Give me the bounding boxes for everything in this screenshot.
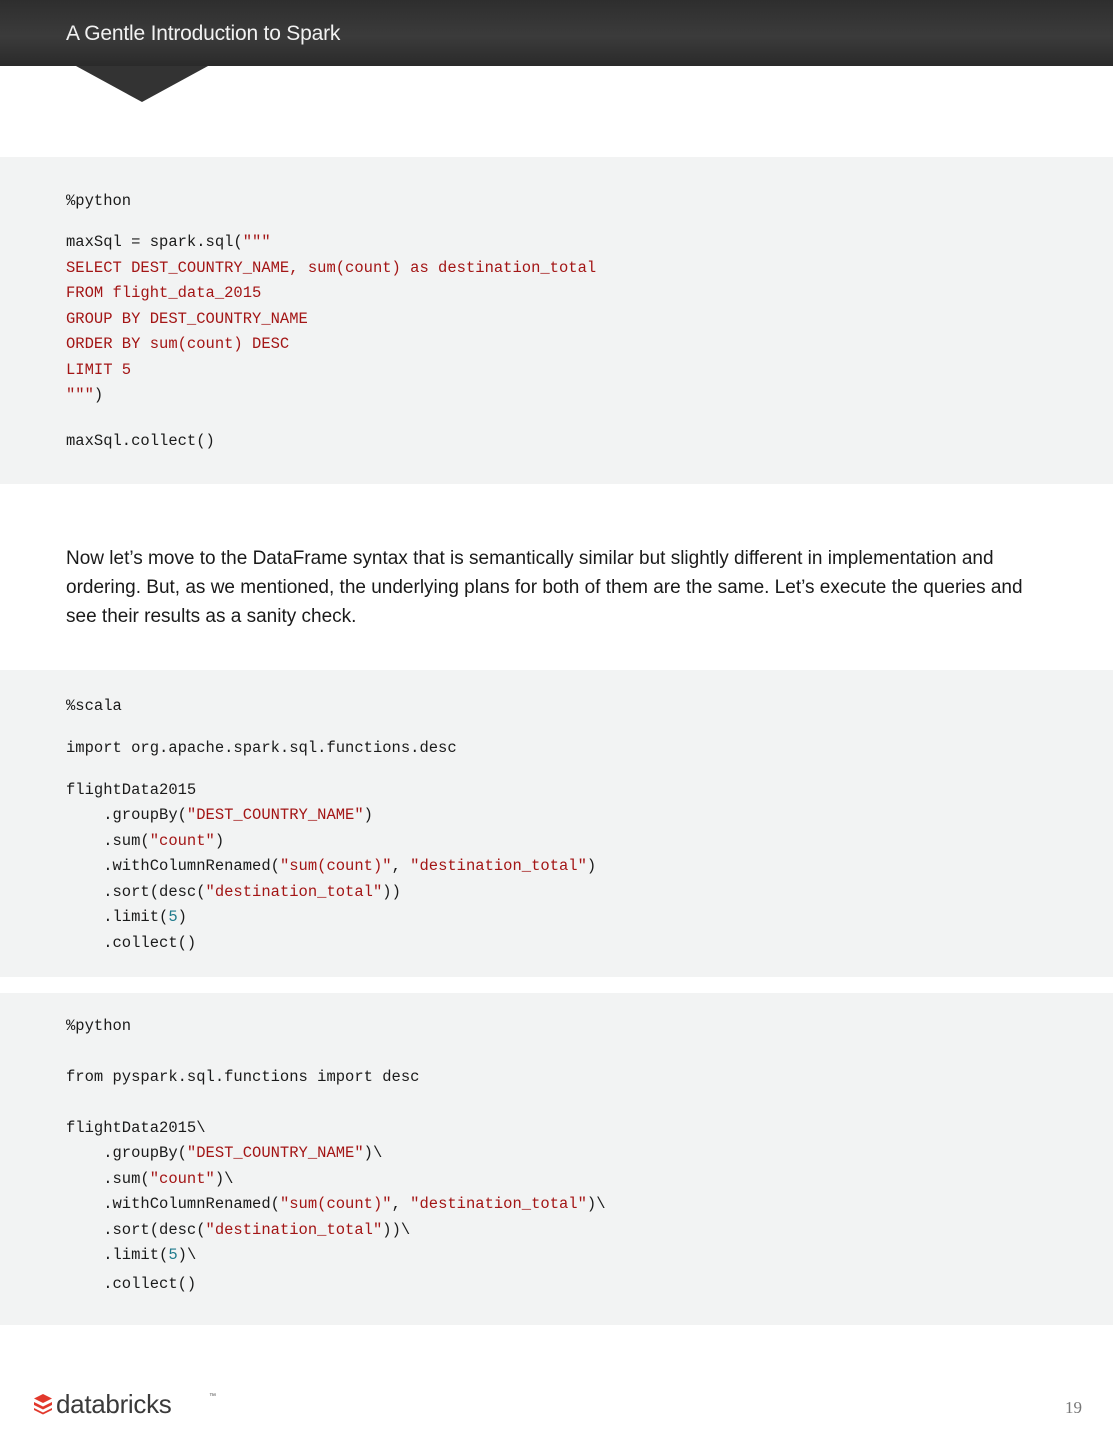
- code-line: .limit(5): [66, 908, 187, 926]
- logo-trademark: ™: [209, 1393, 216, 1400]
- code-line: LIMIT 5: [66, 361, 132, 379]
- code-line: """): [66, 386, 104, 404]
- code-line: FROM flight_data_2015: [66, 284, 262, 302]
- header-title: A Gentle Introduction to Spark: [66, 22, 341, 45]
- logo-wordmark: databricks: [56, 1389, 172, 1419]
- code-line: SELECT DEST_COUNTRY_NAME, sum(count) as destination_total: [66, 259, 597, 277]
- databricks-logo-icon: [33, 1393, 53, 1415]
- code-line: .sum("count"): [66, 832, 225, 850]
- code-line: .collect(): [66, 1275, 197, 1293]
- header-notch: [76, 66, 208, 102]
- code-line: flightData2015\: [66, 1119, 206, 1137]
- code-line: .sum("count")\: [66, 1170, 234, 1188]
- code-line: flightData2015: [66, 781, 197, 799]
- body-paragraph: Now let’s move to the DataFrame syntax that is semantically similar but slightly different in implementation and ordering. But, as we mentioned, the underlying plans for both of them are the same. Let’s execute the queries and see their results as a sanity check.: [66, 548, 1023, 627]
- code-line: .groupBy("DEST_COUNTRY_NAME")\: [66, 1144, 383, 1162]
- code-line: .sort(desc("destination_total"))\: [66, 1221, 411, 1239]
- code-line: import org.apache.spark.sql.functions.desc: [66, 739, 457, 757]
- code-language-label: %python: [66, 1017, 132, 1035]
- code-line: from pyspark.sql.functions import desc: [66, 1068, 420, 1086]
- code-language-label: %scala: [66, 697, 122, 715]
- code-line: .withColumnRenamed("sum(count)", "destination_total"): [66, 857, 597, 875]
- code-block-scala: [0, 670, 1113, 977]
- code-line: .collect(): [66, 934, 197, 952]
- header-banner: [0, 0, 1113, 66]
- code-line: .withColumnRenamed("sum(count)", "destination_total")\: [66, 1195, 606, 1213]
- code-line: .limit(5)\: [66, 1246, 197, 1264]
- code-line: GROUP BY DEST_COUNTRY_NAME: [66, 310, 308, 328]
- page-number: 19: [1065, 1398, 1082, 1417]
- code-line: maxSql = spark.sql(""": [66, 233, 271, 251]
- code-language-label: %python: [66, 192, 132, 210]
- code-block-python-sql: [0, 157, 1113, 484]
- code-line: ORDER BY sum(count) DESC: [66, 335, 290, 353]
- code-block-python-dataframe: [0, 993, 1113, 1325]
- code-line: maxSql.collect(): [66, 432, 215, 450]
- code-line: .groupBy("DEST_COUNTRY_NAME"): [66, 806, 373, 824]
- code-line: .sort(desc("destination_total")): [66, 883, 401, 901]
